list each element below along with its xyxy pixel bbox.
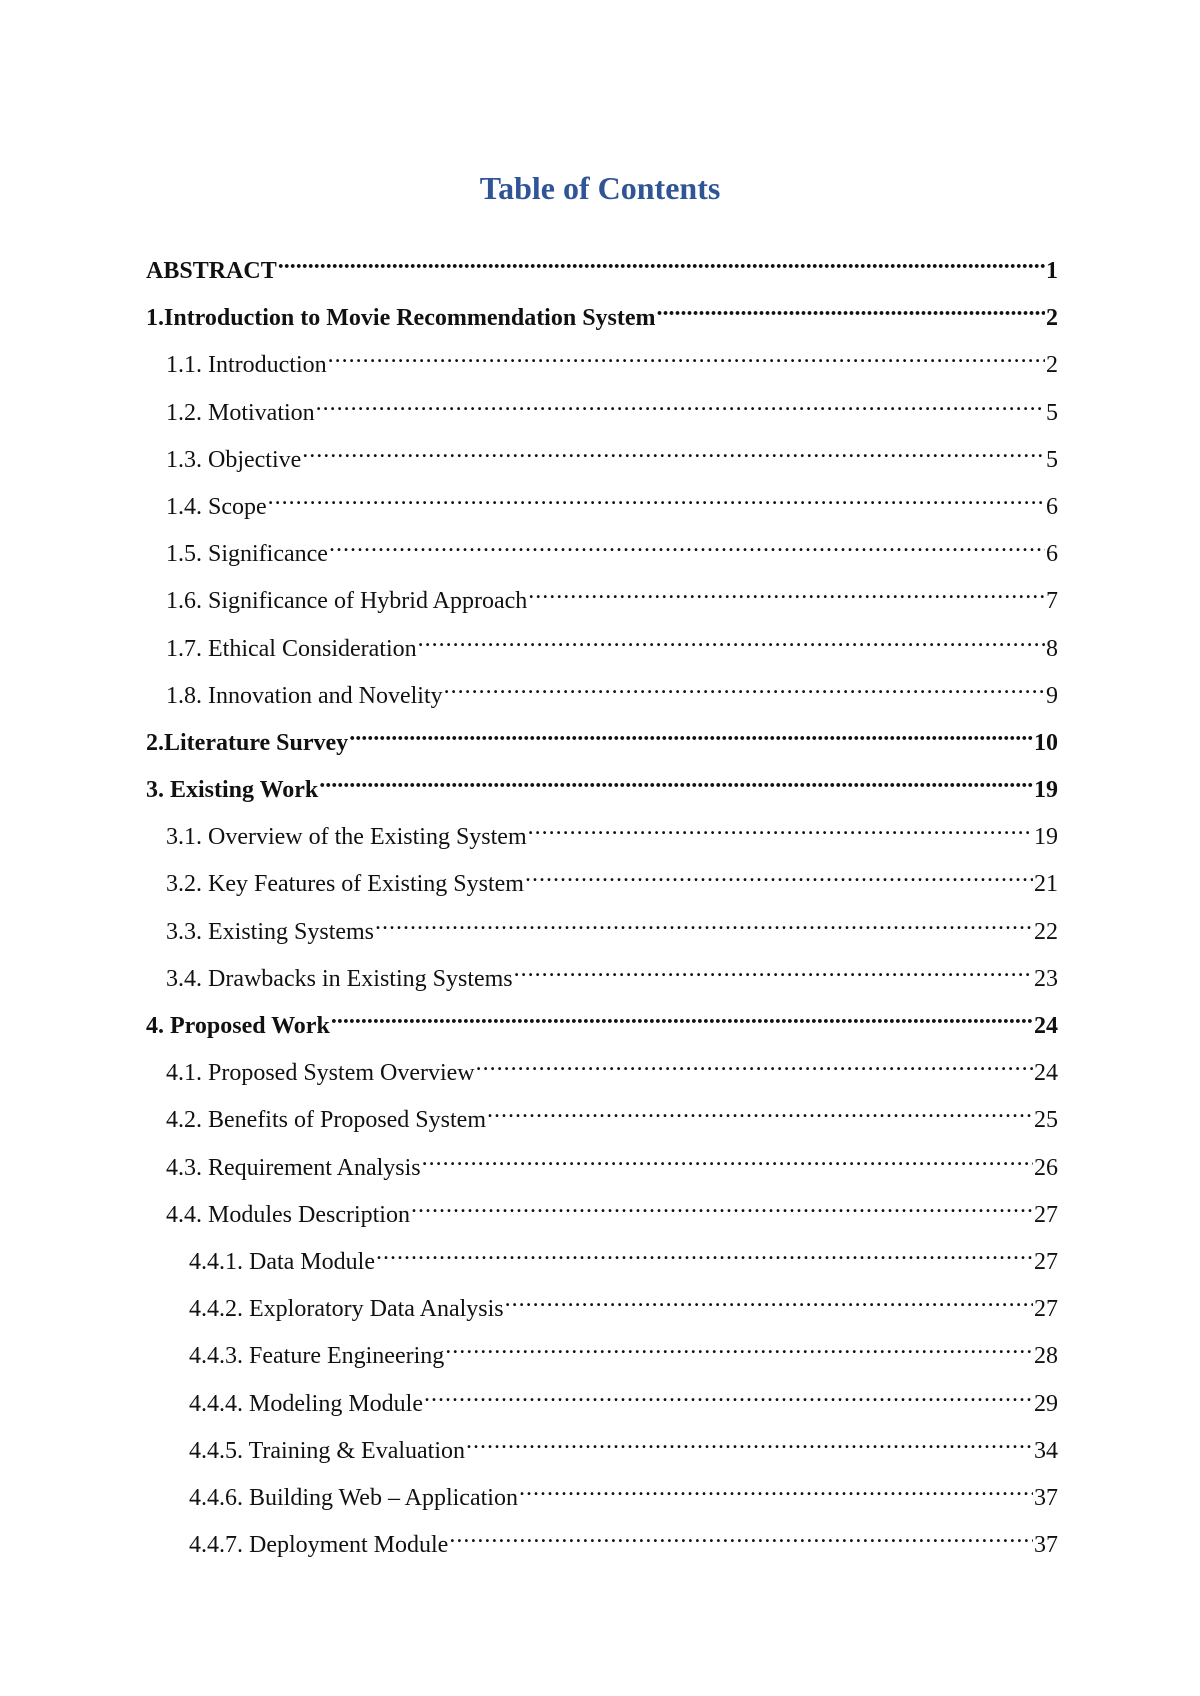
toc-entry-label[interactable]: 3.4. Drawbacks in Existing Systems xyxy=(166,965,513,992)
toc-entry-page-number[interactable]: 5 xyxy=(1046,399,1058,426)
toc-entry-page-number[interactable]: 6 xyxy=(1046,493,1058,520)
toc-entry-page-number[interactable]: 24 xyxy=(1034,1060,1058,1087)
toc-entry-label[interactable]: ABSTRACT xyxy=(146,258,277,284)
toc-entry-page-number[interactable]: 9 xyxy=(1046,682,1058,709)
toc-entry[interactable] xyxy=(146,1286,1058,1333)
toc-entry-page-number[interactable]: 27 xyxy=(1034,1201,1058,1228)
toc-dot-leader xyxy=(476,1050,1033,1080)
toc-entry-page-number[interactable]: 22 xyxy=(1034,918,1058,945)
toc-entry-label[interactable]: 4.4.5. Training & Evaluation xyxy=(189,1437,465,1464)
toc-dot-leader xyxy=(375,909,1033,939)
toc-entry[interactable] xyxy=(146,1192,1058,1239)
toc-entry[interactable] xyxy=(146,1145,1058,1192)
toc-entry-label[interactable]: 4.4.4. Modeling Module xyxy=(189,1390,423,1417)
toc-entry[interactable] xyxy=(146,531,1058,578)
toc-entry-label[interactable]: 1.1. Introduction xyxy=(166,352,327,379)
toc-entry-label[interactable]: 4.4.3. Feature Engineering xyxy=(189,1343,445,1370)
toc-entry-label[interactable]: 1.5. Significance xyxy=(166,541,328,568)
toc-dot-leader xyxy=(487,1097,1033,1127)
toc-entry-page-number[interactable]: 24 xyxy=(1034,1013,1058,1039)
toc-entry-label[interactable]: 4.3. Requirement Analysis xyxy=(166,1154,421,1181)
toc-entry-page-number[interactable]: 34 xyxy=(1034,1437,1058,1464)
toc-entry-label[interactable]: 1.Introduction to Movie Recommendation System xyxy=(146,305,656,332)
toc-entry-page-number[interactable]: 21 xyxy=(1034,871,1058,898)
toc-dot-leader xyxy=(422,1145,1033,1175)
toc-entry-label[interactable]: 4.4.7. Deployment Module xyxy=(189,1532,449,1559)
toc-dot-leader xyxy=(525,861,1033,891)
toc-dot-leader xyxy=(444,673,1045,703)
toc-dot-leader xyxy=(519,1475,1033,1505)
toc-dot-leader xyxy=(424,1381,1033,1411)
toc-entry-page-number[interactable]: 23 xyxy=(1034,965,1058,992)
toc-dot-leader xyxy=(319,767,1033,797)
toc-entry-label[interactable]: 3.2. Key Features of Existing System xyxy=(166,871,524,898)
toc-dot-leader xyxy=(449,1522,1033,1552)
toc-dot-leader xyxy=(316,390,1045,420)
toc-entry-label[interactable]: 1.7. Ethical Consideration xyxy=(166,635,417,662)
toc-entry[interactable] xyxy=(146,1428,1058,1475)
toc-entry-label[interactable]: 2.Literature Survey xyxy=(146,729,349,756)
toc-entry[interactable] xyxy=(146,1522,1058,1569)
toc-entry[interactable] xyxy=(146,484,1058,531)
toc-dot-leader xyxy=(349,720,1033,750)
toc-entry-page-number[interactable]: 1 xyxy=(1046,258,1058,284)
toc-entry-page-number[interactable]: 27 xyxy=(1034,1248,1058,1275)
toc-entry-page-number[interactable]: 8 xyxy=(1046,635,1058,662)
toc-entry[interactable] xyxy=(146,1097,1058,1144)
toc-entry[interactable] xyxy=(146,1239,1058,1286)
toc-entry-label[interactable]: 4.2. Benefits of Proposed System xyxy=(166,1107,486,1134)
toc-entry-label[interactable]: 1.4. Scope xyxy=(166,493,267,520)
toc-entry-page-number[interactable]: 19 xyxy=(1034,777,1058,804)
toc-dot-leader xyxy=(411,1192,1033,1222)
toc-entry-label[interactable]: 4.4.1. Data Module xyxy=(189,1248,375,1275)
toc-dot-leader xyxy=(268,484,1045,514)
toc-entry[interactable] xyxy=(146,342,1058,389)
toc-entry[interactable] xyxy=(146,1475,1058,1522)
toc-entry[interactable] xyxy=(146,861,1058,908)
toc-entry-label[interactable]: 4.4.6. Building Web – Application xyxy=(189,1484,518,1511)
toc-entry-page-number[interactable]: 26 xyxy=(1034,1154,1058,1181)
toc-entry[interactable] xyxy=(146,295,1058,342)
toc-entry[interactable] xyxy=(146,909,1058,956)
toc-entry[interactable] xyxy=(146,1003,1058,1050)
toc-entry-label[interactable]: 1.2. Motivation xyxy=(166,399,315,426)
toc-entry-label[interactable]: 4.1. Proposed System Overview xyxy=(166,1060,475,1087)
toc-entry-page-number[interactable]: 19 xyxy=(1034,824,1058,851)
toc-dot-leader xyxy=(278,248,1045,278)
toc-dot-leader xyxy=(466,1428,1033,1458)
toc-entry-page-number[interactable]: 37 xyxy=(1034,1484,1058,1511)
toc-entry[interactable] xyxy=(146,720,1058,767)
toc-entry[interactable] xyxy=(146,390,1058,437)
toc-entry[interactable] xyxy=(146,437,1058,484)
toc-entry-label[interactable]: 3.1. Overview of the Existing System xyxy=(166,824,527,851)
toc-entry[interactable] xyxy=(146,767,1058,814)
toc-entry[interactable] xyxy=(146,1333,1058,1380)
toc-entry-page-number[interactable]: 6 xyxy=(1046,541,1058,568)
toc-entry[interactable] xyxy=(146,814,1058,861)
toc-entry-label[interactable]: 1.8. Innovation and Novelity xyxy=(166,682,443,709)
toc-entry-label[interactable]: 4.4. Modules Description xyxy=(166,1201,410,1228)
toc-entry-label[interactable]: 3. Existing Work xyxy=(146,777,319,804)
toc-title: Table of Contents xyxy=(479,170,721,206)
toc-dot-leader xyxy=(514,956,1033,986)
toc-entry-page-number[interactable]: 28 xyxy=(1034,1343,1058,1370)
toc-list xyxy=(146,248,1058,1569)
toc-entry[interactable] xyxy=(146,578,1058,625)
toc-entry[interactable] xyxy=(146,673,1058,720)
toc-dot-leader xyxy=(505,1286,1033,1316)
toc-entry[interactable] xyxy=(146,956,1058,1003)
toc-entry-page-number[interactable]: 10 xyxy=(1034,729,1058,756)
toc-entry-page-number[interactable]: 5 xyxy=(1046,446,1058,473)
toc-dot-leader xyxy=(418,626,1045,656)
toc-entry[interactable] xyxy=(146,248,1058,295)
toc-dot-leader xyxy=(328,342,1045,372)
toc-dot-leader xyxy=(657,295,1045,325)
toc-entry[interactable] xyxy=(146,1381,1058,1428)
toc-dot-leader xyxy=(376,1239,1033,1269)
toc-entry-page-number[interactable]: 7 xyxy=(1046,588,1058,615)
toc-entry-label[interactable]: 4.4.2. Exploratory Data Analysis xyxy=(189,1296,504,1323)
toc-dot-leader xyxy=(528,814,1033,844)
toc-dot-leader xyxy=(445,1333,1033,1363)
toc-entry[interactable] xyxy=(146,626,1058,673)
toc-entry-label[interactable]: 1.3. Objective xyxy=(166,446,302,473)
toc-entry-page-number[interactable]: 29 xyxy=(1034,1390,1058,1417)
toc-entry-page-number[interactable]: 2 xyxy=(1046,352,1058,379)
toc-dot-leader xyxy=(302,437,1045,467)
toc-entry[interactable] xyxy=(146,1050,1058,1097)
toc-dot-leader xyxy=(329,531,1045,561)
toc-entry-page-number[interactable]: 37 xyxy=(1034,1532,1058,1559)
toc-entry-label[interactable]: 4. Proposed Work xyxy=(146,1013,330,1039)
toc-entry-page-number[interactable]: 27 xyxy=(1034,1296,1058,1323)
toc-entry-page-number[interactable]: 2 xyxy=(1046,305,1058,332)
toc-entry-label[interactable]: 1.6. Significance of Hybrid Approach xyxy=(166,588,528,615)
toc-entry-page-number[interactable]: 25 xyxy=(1034,1107,1058,1134)
toc-entry-label[interactable]: 3.3. Existing Systems xyxy=(166,918,375,945)
toc-dot-leader xyxy=(331,1003,1033,1033)
toc-dot-leader xyxy=(528,578,1045,608)
